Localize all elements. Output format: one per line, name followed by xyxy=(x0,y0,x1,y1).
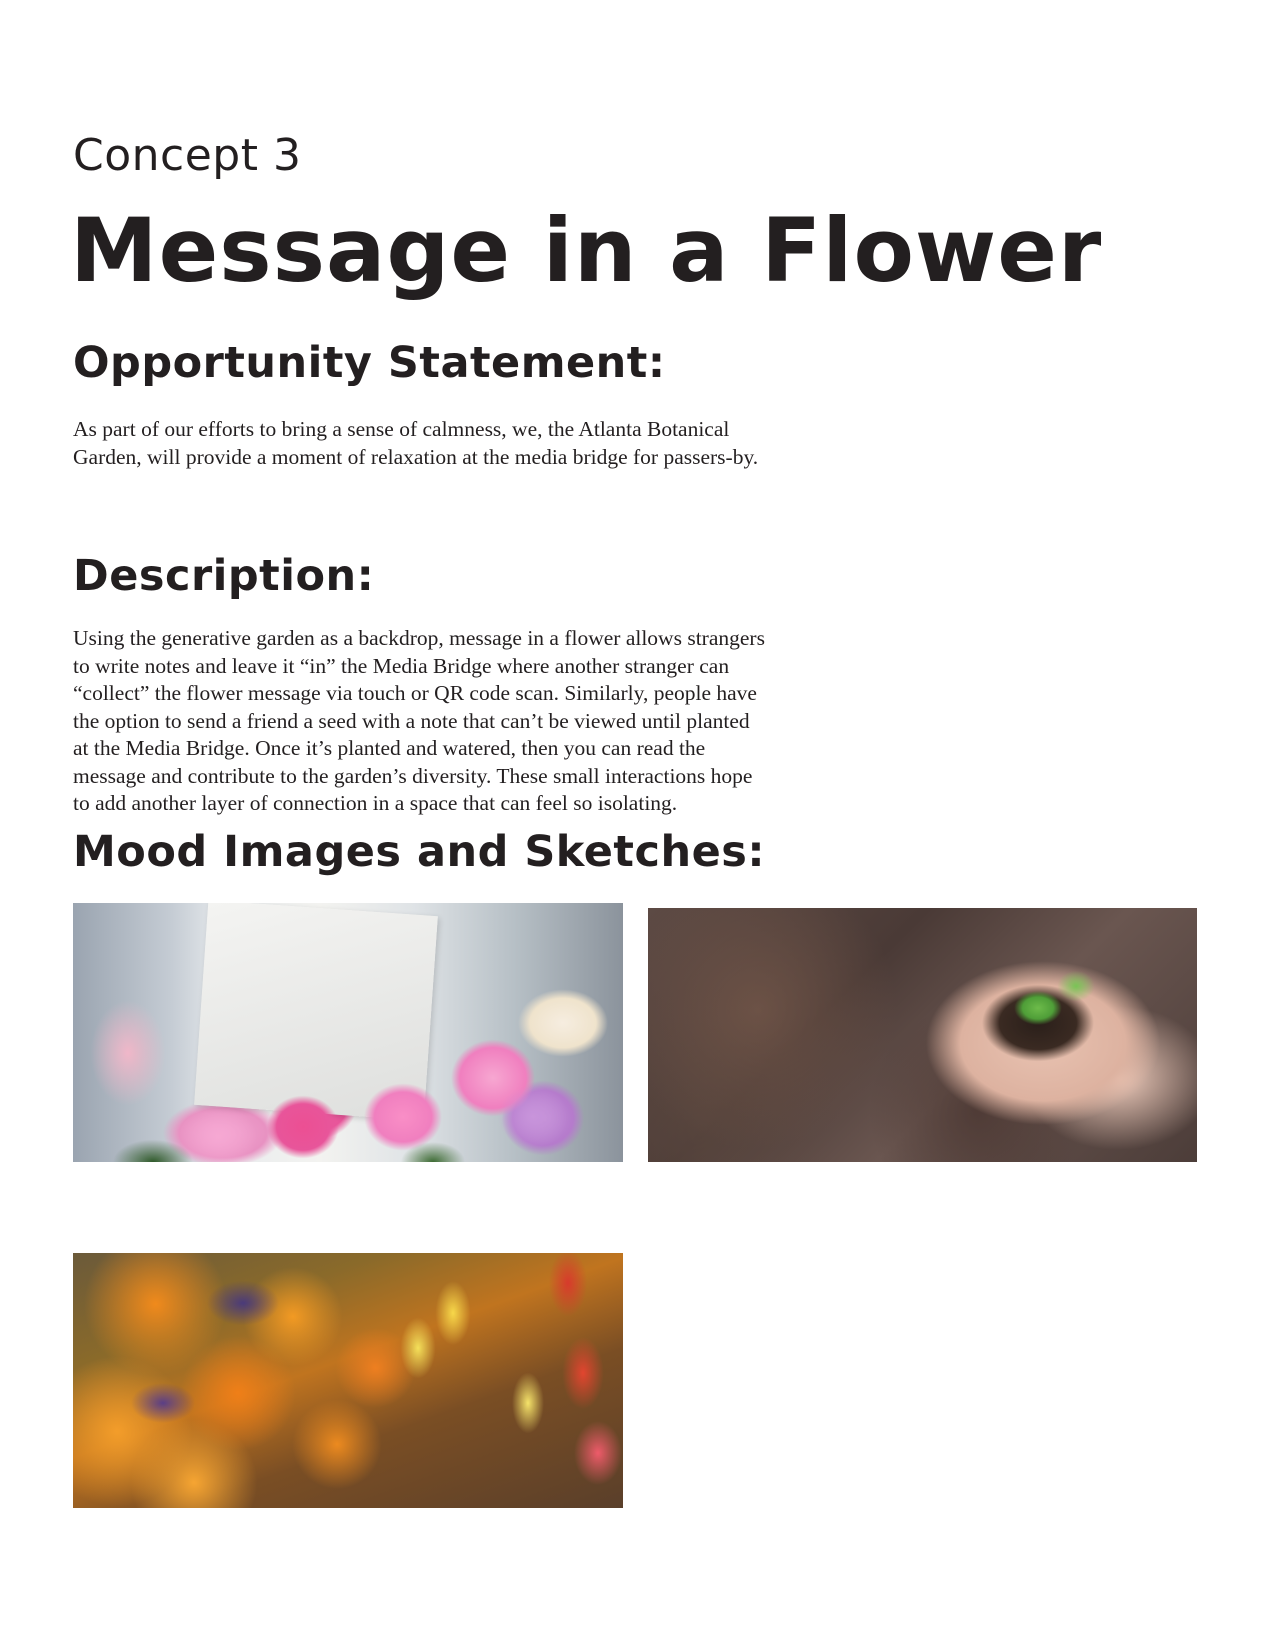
flower-bouquet xyxy=(73,1022,623,1162)
description-line: Using the generative garden as a backdrop, message in a flower allows strangers xyxy=(73,626,765,650)
concept-label: Concept 3 xyxy=(73,130,302,181)
opportunity-line: As part of our efforts to bring a sense of calmness, we, the Atlanta Botanical xyxy=(73,417,730,441)
mood-image-flower-field xyxy=(73,1253,623,1508)
mood-images-heading: Mood Images and Sketches: xyxy=(73,827,766,877)
description-heading: Description: xyxy=(73,551,375,601)
description-line: to add another layer of connection in a space that can feel so isolating. xyxy=(73,791,678,815)
page-title: Message in a Flower xyxy=(70,199,1103,302)
description-line: the option to send a friend a seed with a note that can’t be viewed until planted xyxy=(73,708,750,733)
description-line: message and contribute to the garden’s diversity. These small interactions hope xyxy=(73,763,753,788)
mood-image-flowers-with-card xyxy=(73,903,623,1162)
opportunity-heading: Opportunity Statement: xyxy=(73,338,666,388)
description-line: at the Media Bridge. Once it’s planted and watered, then you can read the xyxy=(73,736,706,760)
opportunity-statement xyxy=(73,416,793,471)
description-text xyxy=(73,625,793,818)
description-line: to write notes and leave it “in” the Media Bridge where another stranger can xyxy=(73,653,730,678)
mood-image-hands-seedling xyxy=(648,908,1197,1162)
description-line: “collect” the flower message via touch or QR code scan. Similarly, people have xyxy=(73,681,757,705)
opportunity-line: Garden, will provide a moment of relaxation at the media bridge for passers-by. xyxy=(73,444,759,469)
